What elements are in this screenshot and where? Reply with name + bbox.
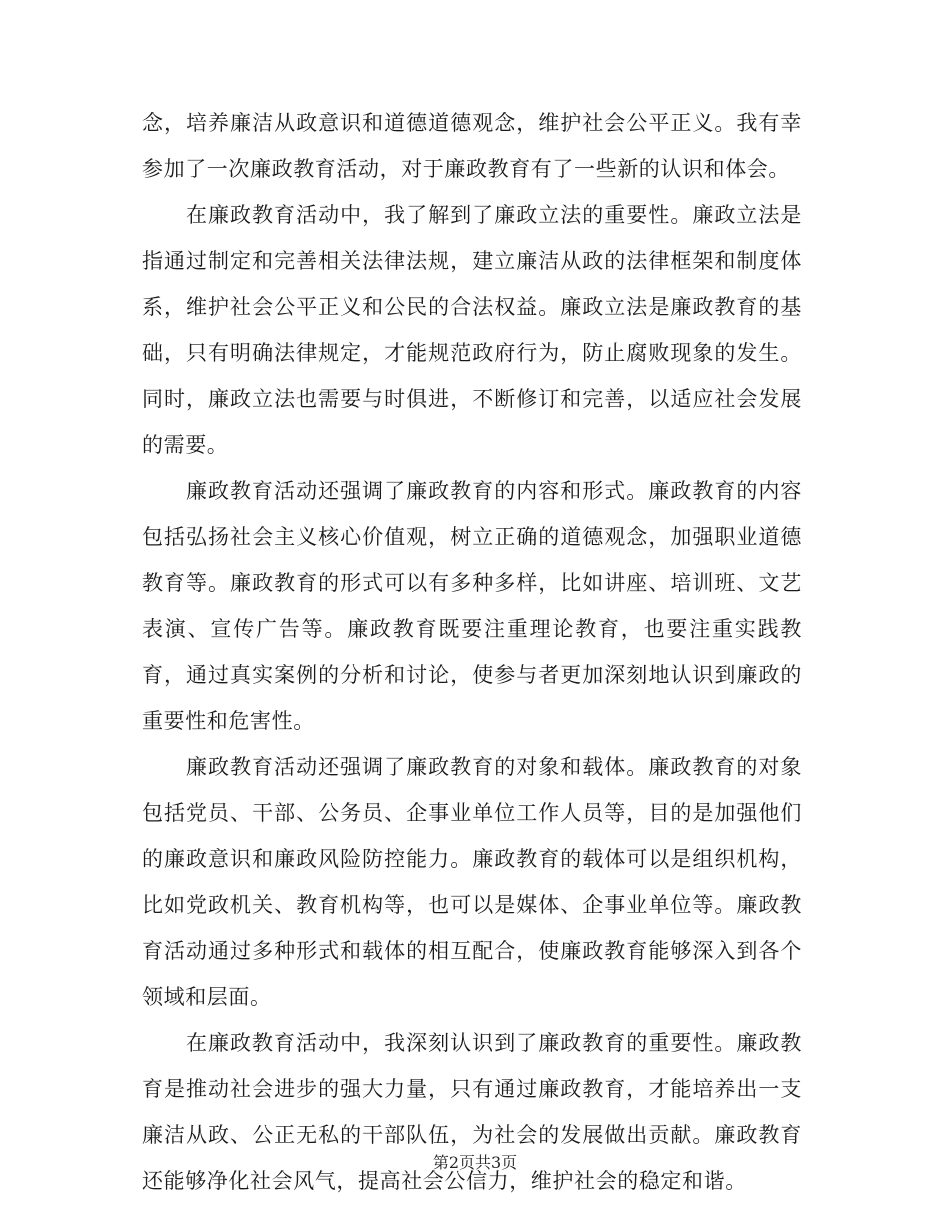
document-body [142, 100, 802, 1204]
paragraph-4: 廉政教育活动还强调了廉政教育的对象和载体。廉政教育的对象包括党员、干部、公务员、企事业单位工作人员等，目的是加强他们的廉政意识和廉政风险防控能力。廉政教育的载体可以是组织机构，比如党政机关、教育机构等，也可以是媒体、企事业单位等。廉政教育活动通过多种形式和载体的相互配合，使廉政教育能够深入到各个领域和层面。 [142, 755, 802, 1009]
paragraph-3: 廉政教育活动还强调了廉政教育的内容和形式。廉政教育的内容包括弘扬社会主义核心价值观，树立正确的道德观念，加强职业道德教育等。廉政教育的形式可以有多种多样，比如讲座、培训班、文艺表演、宣传广告等。廉政教育既要注重理论教育，也要注重实践教育，通过真实案例的分析和讨论，使参与者更加深刻地认识到廉政的重要性和危害性。 [142, 479, 802, 733]
paragraph-1: 念，培养廉洁从政意识和道德道德观念，维护社会公平正义。我有幸参加了一次廉政教育活动，对于廉政教育有了一些新的认识和体会。 [142, 111, 802, 181]
page-number-footer: 第2页共3页 [432, 1153, 518, 1172]
paragraph-5: 在廉政教育活动中，我深刻认识到了廉政教育的重要性。廉政教育是推动社会进步的强大力量，只有通过廉政教育，才能培养出一支廉洁从政、公正无私的干部队伍，为社会的发展做出贡献。廉政教育还能够净化社会风气，提高社会公信力，维护社会的稳定和谐。 [142, 1031, 802, 1193]
paragraph-2: 在廉政教育活动中，我了解到了廉政立法的重要性。廉政立法是指通过制定和完善相关法律法规，建立廉洁从政的法律框架和制度体系，维护社会公平正义和公民的合法权益。廉政立法是廉政教育的基础，只有明确法律规定，才能规范政府行为，防止腐败现象的发生。同时，廉政立法也需要与时俱进，不断修订和完善，以适应社会发展的需要。 [142, 203, 802, 457]
